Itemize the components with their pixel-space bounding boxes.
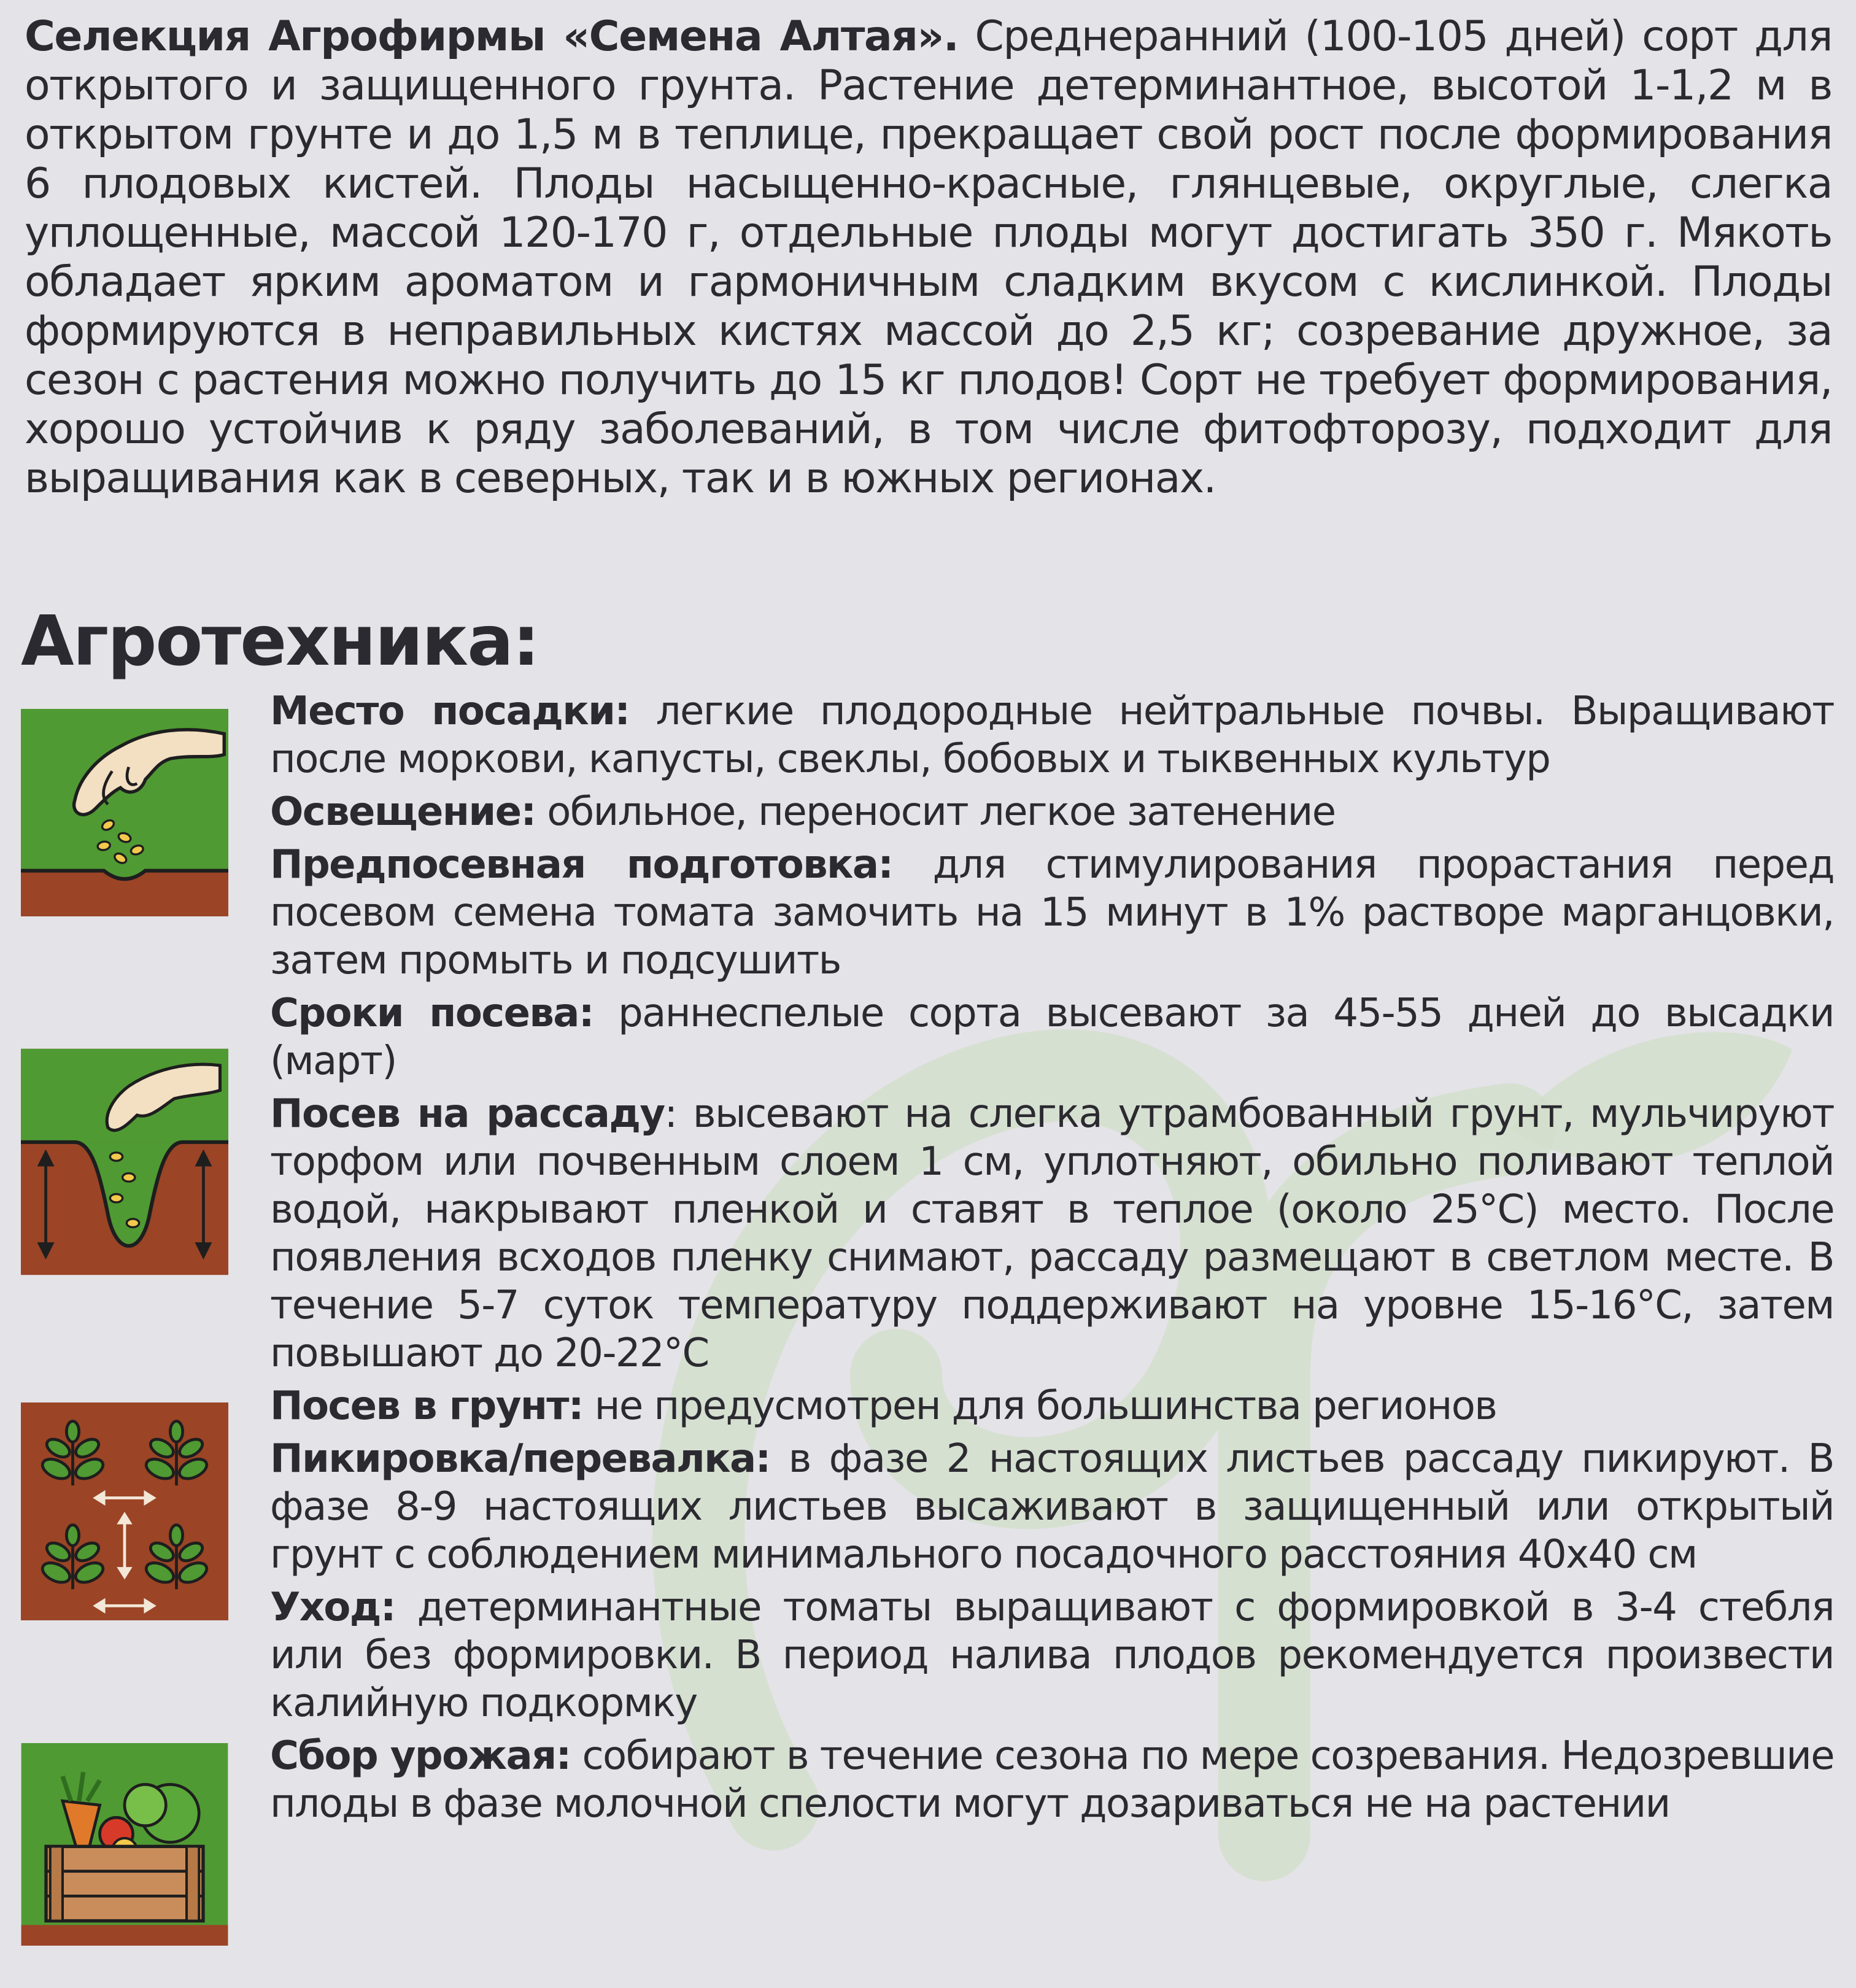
item-text: : высевают на слегка утрамбованный грунт, мульчируют торфом или почвенным слоем 1 см, уплотняют, обильно поливают теплой водой, накрывают пленкой и ставят в теплое (около 25°С) место. После появления всходов пленку снимают, рассаду размещают в светлом месте. В течение 5-7 суток температуру поддерживают на уровне 15-16°С, затем повышают до 20-22°С: [270, 1091, 1834, 1376]
item-text: не предусмотрен для большинства регионов: [594, 1383, 1497, 1429]
variety-description: [25, 12, 1832, 503]
item-label: Уход:: [270, 1585, 395, 1630]
intro-lead: Селекция Агрофирмы «Семена Алтая».: [25, 12, 959, 61]
item-label: Пикировка/перевалка:: [270, 1436, 770, 1482]
item-label: Посев в грунт:: [270, 1383, 583, 1429]
item-text: собирают в течение сезона по мере созревания. Недозревшие плоды в фазе молочной спелости могут дозариваться не на растении: [270, 1733, 1834, 1827]
item-text: детерминантные томаты выращивают с формировкой в 3-4 стебля или без формировки. В период налива плодов рекомендуется произвести калийную подкормку: [270, 1585, 1834, 1726]
agrotech-list: [270, 687, 1834, 1833]
seedling-spacing-icon: [21, 1402, 228, 1620]
item-text: обильное, переносит легкое затенение: [547, 789, 1336, 835]
item-text: в фазе 2 настоящих листьев рассаду пикируют. В фазе 8-9 настоящих листьев высаживают в защищенный или открытый грунт с соблюдением минимального посадочного расстояния 40х40 см: [270, 1436, 1834, 1577]
vegetable-crate-icon: [21, 1743, 228, 1946]
item-label: Место посадки:: [270, 689, 630, 734]
item-transplanting: [270, 1435, 1834, 1579]
item-label: Посев на рассаду: [270, 1091, 665, 1137]
intro-text: Среднеранний (100-105 дней) сорт для открытого и защищенного грунта. Растение детерминантное, высотой 1-1,2 м в открытом грунте и до 1,5 м в теплице, прекращает свой рост после формирования 6 плодовых кистей. Плоды насыщенно-красные, глянцевые, округлые, слегка уплощенные, массой 120-170 г, отдельные плоды могут достигать 350 г. Мякоть обладает ярким ароматом и гармоничным сладким вкусом с кислинкой. Плоды формируются в неправильных кистях массой до 2,5 кг; созревание дружное, за сезон с растения можно получить до 15 кг плодов! Сорт не требует формирования, хорошо устойчив к ряду заболеваний, в том числе фитофторозу, подходит для выращивания как в северных, так и в южных регионах.: [25, 12, 1832, 503]
item-label: Освещение:: [270, 789, 536, 835]
item-lighting: [270, 788, 1834, 836]
item-label: Предпосевная подготовка:: [270, 842, 893, 888]
item-label: Сроки посева:: [270, 991, 594, 1036]
item-planting-site: [270, 687, 1834, 783]
item-text: для стимулирования прорастания перед посевом семена томата замочить на 15 минут в 1% растворе марганцовки, затем промыть и подсушить: [270, 842, 1834, 983]
item-text: легкие плодородные нейтральные почвы. Выращивают после моркови, капусты, свеклы, бобовых и тыквенных культур: [270, 689, 1834, 782]
item-sowing-time: [270, 989, 1834, 1085]
seed-depth-icon: [21, 1048, 228, 1275]
item-presowing: [270, 841, 1834, 984]
item-text: раннеспелые сорта высевают за 45-55 дней до высадки (март): [270, 991, 1834, 1084]
item-harvest: [270, 1732, 1834, 1828]
hand-sowing-seeds-icon: [21, 709, 228, 916]
item-label: Сбор урожая:: [270, 1733, 571, 1779]
agrotech-heading: Агротехника:: [21, 601, 539, 681]
item-seedling-sowing: [270, 1090, 1834, 1377]
item-ground-sowing: [270, 1382, 1834, 1430]
item-care: [270, 1584, 1834, 1727]
